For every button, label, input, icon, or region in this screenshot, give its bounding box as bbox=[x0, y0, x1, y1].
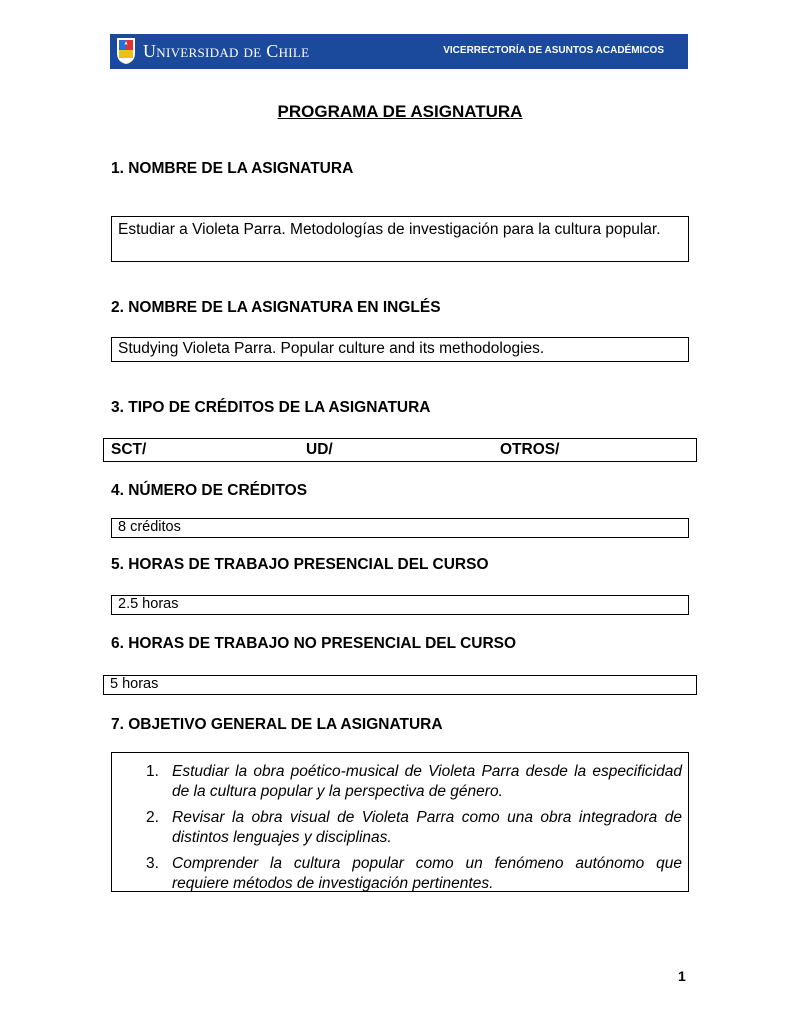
header-banner bbox=[110, 34, 688, 69]
credit-otros: OTROS/ bbox=[500, 441, 560, 458]
non-presential-hours-value: 5 horas bbox=[110, 676, 159, 692]
credit-ud: UD/ bbox=[306, 441, 333, 458]
credit-sct: SCT/ bbox=[111, 441, 147, 458]
course-name-english-value: Studying Violeta Parra. Popular culture and its methodologies. bbox=[118, 340, 545, 357]
office-name: VICERRECTORÍA DE ASUNTOS ACADÉMICOS bbox=[443, 45, 664, 56]
objective-number: 2. bbox=[146, 809, 159, 826]
section-1-box bbox=[111, 216, 689, 262]
section-5-heading: 5. HORAS DE TRABAJO PRESENCIAL DEL CURSO bbox=[111, 556, 489, 573]
objective-number: 3. bbox=[146, 855, 159, 872]
section-2-heading: 2. NOMBRE DE LA ASIGNATURA EN INGLÉS bbox=[111, 299, 441, 316]
list-item bbox=[146, 762, 682, 802]
section-4-heading: 4. NÚMERO DE CRÉDITOS bbox=[111, 482, 308, 499]
objectives-list bbox=[146, 762, 682, 894]
university-shield-icon bbox=[116, 37, 136, 65]
credit-type-box bbox=[103, 438, 697, 462]
document-title: PROGRAMA DE ASIGNATURA bbox=[277, 102, 523, 121]
course-name-value: Estudiar a Violeta Parra. Metodologías de investigación para la cultura popular. bbox=[118, 221, 661, 238]
section-1-heading: 1. NOMBRE DE LA ASIGNATURA bbox=[111, 160, 354, 177]
section-6-heading: 6. HORAS DE TRABAJO NO PRESENCIAL DEL CURSO bbox=[111, 635, 517, 652]
list-item bbox=[146, 808, 682, 848]
section-7-heading: 7. OBJETIVO GENERAL DE LA ASIGNATURA bbox=[111, 716, 443, 733]
section-7-box bbox=[111, 752, 689, 892]
objective-text: Revisar la obra visual de Violeta Parra como una obra integradora de distintos lenguajes y disciplinas. bbox=[172, 809, 682, 846]
list-item bbox=[146, 854, 682, 894]
credits-number-value: 8 créditos bbox=[118, 519, 181, 535]
section-6-box bbox=[103, 675, 697, 695]
section-5-box bbox=[111, 595, 689, 615]
section-4-box bbox=[111, 518, 689, 538]
objective-text: Estudiar la obra poético-musical de Violeta Parra desde la especificidad de la cultura popular y la perspectiva de género. bbox=[172, 763, 682, 800]
objective-number: 1. bbox=[146, 763, 159, 780]
objective-text: Comprender la cultura popular como un fenómeno autónomo que requiere métodos de investigación pertinentes. bbox=[172, 855, 682, 892]
section-2-box bbox=[111, 337, 689, 362]
section-3-heading: 3. TIPO DE CRÉDITOS DE LA ASIGNATURA bbox=[111, 399, 431, 416]
university-name: Universidad de Chile bbox=[143, 41, 310, 61]
in-person-hours-value: 2.5 horas bbox=[118, 596, 179, 612]
page-number: 1 bbox=[678, 968, 686, 984]
